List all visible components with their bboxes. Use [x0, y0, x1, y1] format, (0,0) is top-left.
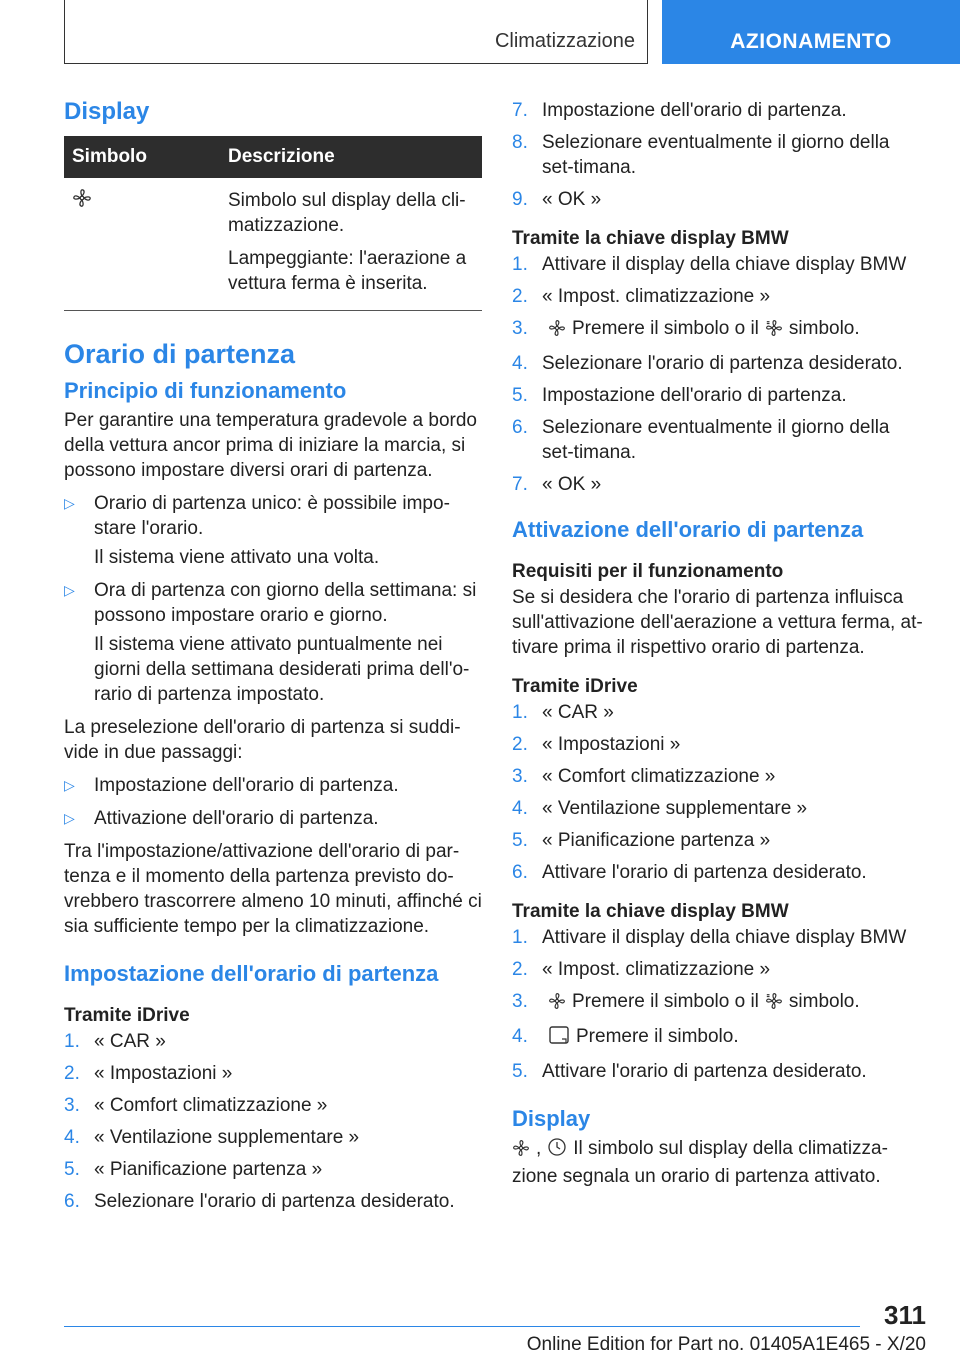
step-number: 2.	[512, 959, 528, 980]
step-number: 2.	[512, 734, 528, 755]
step-number: 4.	[512, 798, 528, 819]
list-item	[512, 957, 926, 982]
list-item	[512, 187, 926, 212]
bullet-text: Impostazione dell'orario di partenza.	[94, 775, 399, 796]
list-item	[512, 316, 926, 344]
table-header-description: Descrizione	[220, 136, 482, 178]
list-item	[64, 806, 482, 831]
list-item	[512, 989, 926, 1017]
step-text: « Pianificazione partenza »	[542, 830, 771, 851]
right-column	[512, 98, 926, 1197]
step-text: « Ventilazione supplementare »	[542, 798, 808, 819]
step-number: 1.	[512, 254, 528, 275]
list-item	[64, 1189, 482, 1214]
list-item	[512, 732, 926, 757]
step-text: « Comfort climatizzazione »	[542, 766, 776, 787]
step-text: « Comfort climatizzazione »	[94, 1095, 328, 1116]
step-number: 1.	[64, 1031, 80, 1052]
table-row	[64, 178, 482, 311]
step-text: « Impost. climatizzazione »	[542, 286, 771, 307]
principio-heading: Principio di funzionamento	[64, 378, 347, 403]
step-text: Attivare l'orario di partenza desiderato.	[542, 862, 867, 883]
step-number: 6.	[64, 1191, 80, 1212]
key-steps-2	[512, 925, 926, 1084]
display-text	[512, 1136, 926, 1189]
step-number: 3.	[64, 1095, 80, 1116]
step-text: simbolo.	[788, 318, 860, 339]
orario-heading: Orario di partenza	[64, 339, 296, 369]
step-text: Selezionare l'orario di partenza desiderato.	[542, 353, 903, 374]
step-number: 5.	[64, 1159, 80, 1180]
steps-bullet-list	[64, 773, 482, 831]
step-text: Attivare il display della chiave display BMW	[542, 927, 907, 948]
step-number: 1.	[512, 927, 528, 948]
list-item	[512, 472, 926, 497]
fan-auto-icon	[765, 319, 783, 344]
key-steps-1	[512, 252, 926, 497]
checkbox-icon	[548, 1025, 570, 1052]
footer-divider	[64, 1326, 860, 1327]
chapter-title: Climatizzazione	[494, 30, 635, 52]
idrive-heading: Tramite iDrive	[64, 1005, 190, 1026]
step-number: 4.	[512, 1026, 528, 1047]
continued-steps	[512, 98, 926, 212]
requisiti-heading: Requisiti per il funzionamento	[512, 561, 784, 582]
impostazione-heading: Impostazione dell'orario di partenza	[64, 961, 439, 986]
step-text: « Ventilazione supplementare »	[94, 1127, 360, 1148]
step-number: 4.	[64, 1127, 80, 1148]
list-item	[512, 415, 926, 465]
step-text: Attivare il display della chiave display BMW	[542, 254, 907, 275]
step-text: simbolo.	[788, 991, 860, 1012]
triangle-bullet-icon: ▷	[64, 810, 75, 826]
list-item	[64, 578, 482, 707]
step-number: 6.	[512, 862, 528, 883]
attivazione-heading: Attivazione dell'orario di partenza	[512, 517, 864, 542]
fan-icon	[548, 319, 566, 344]
fan-icon	[64, 178, 220, 311]
list-item	[512, 828, 926, 853]
header-section-box	[662, 0, 960, 64]
requisiti-text: Se si desidera che l'orario di partenza influisca sull'attivazione dell'aerazione a vettura ferma, at-tivare prima il rispettivo orario di partenza.	[512, 587, 923, 658]
step-text: « OK »	[542, 189, 602, 210]
step-number: 3.	[512, 991, 528, 1012]
footer-edition: Online Edition for Part no. 01405A1E465 - X/20	[526, 1334, 926, 1355]
step-text: Selezionare l'orario di partenza desiderato.	[94, 1191, 455, 1212]
triangle-bullet-icon: ▷	[64, 495, 75, 511]
step-text: Premere il simbolo.	[576, 1026, 739, 1047]
step-text: « Impostazioni »	[94, 1063, 233, 1084]
list-item	[512, 860, 926, 885]
separator-text: ,	[536, 1138, 542, 1159]
page-number: 311	[884, 1300, 926, 1330]
fan-icon	[512, 1139, 530, 1164]
table-header-symbol: Simbolo	[64, 136, 220, 178]
bullet-list	[64, 491, 482, 707]
list-item	[64, 1061, 482, 1086]
step-text: Selezionare eventualmente il giorno della set-timana.	[542, 132, 890, 178]
symbol-table	[64, 136, 482, 311]
bullet-subtext: Il sistema viene attivato puntualmente nei giorni della settimana desiderati prima dell'o-rario di partenza impostato.	[94, 634, 470, 705]
step-number: 2.	[64, 1063, 80, 1084]
step-number: 1.	[512, 702, 528, 723]
list-item	[512, 1059, 926, 1084]
step-text: Premere il simbolo o il	[572, 991, 759, 1012]
key-heading-1: Tramite la chiave display BMW	[512, 228, 789, 249]
step-number: 8.	[512, 132, 528, 153]
step-number: 4.	[512, 353, 528, 374]
table-desc-2: Lampeggiante: l'aerazione a vettura ferma è inserita.	[228, 248, 467, 294]
table-desc-1: Simbolo sul display della cli-matizzazione.	[228, 190, 466, 236]
list-item	[512, 383, 926, 408]
triangle-bullet-icon: ▷	[64, 777, 75, 793]
step-text: Selezionare eventualmente il giorno della set-timana.	[542, 417, 890, 463]
list-item	[512, 700, 926, 725]
display-heading-right: Display	[512, 1106, 591, 1131]
step-number: 3.	[512, 318, 528, 339]
principio-text: Per garantire una temperatura gradevole a bordo della vettura ancor prima di iniziare la marcia, si possono impostare diversi orari di partenza.	[64, 410, 477, 481]
list-item	[64, 491, 482, 570]
preselezione-text: La preselezione dell'orario di partenza si suddi-vide in due passaggi:	[64, 717, 461, 763]
step-number: 7.	[512, 474, 528, 495]
fan-auto-icon	[765, 992, 783, 1017]
fan-icon	[548, 992, 566, 1017]
list-item	[512, 796, 926, 821]
list-item	[64, 1157, 482, 1182]
list-item	[64, 1093, 482, 1118]
step-text: Impostazione dell'orario di partenza.	[542, 100, 847, 121]
step-number: 3.	[512, 766, 528, 787]
triangle-bullet-icon: ▷	[64, 582, 75, 598]
step-number: 7.	[512, 100, 528, 121]
step-text: « Impost. climatizzazione »	[542, 959, 771, 980]
step-text: Premere il simbolo o il	[572, 318, 759, 339]
display-description: Il simbolo sul display della climatizza-zione segnala un orario di partenza attivato.	[512, 1138, 888, 1187]
bullet-text: Attivazione dell'orario di partenza.	[94, 808, 379, 829]
clock-icon	[547, 1137, 567, 1164]
left-column	[64, 98, 482, 1222]
step-text: Impostazione dell'orario di partenza.	[542, 385, 847, 406]
step-text: Attivare l'orario di partenza desiderato.	[542, 1061, 867, 1082]
step-number: 9.	[512, 189, 528, 210]
list-item	[64, 1029, 482, 1054]
step-number: 5.	[512, 385, 528, 406]
list-item	[512, 925, 926, 950]
step-number: 2.	[512, 286, 528, 307]
display-heading: Display	[64, 98, 150, 125]
key-heading-2: Tramite la chiave display BMW	[512, 901, 789, 922]
idrive-steps	[64, 1029, 482, 1214]
bullet-text: Orario di partenza unico: è possibile impo-stare l'orario.	[94, 493, 450, 539]
list-item	[512, 1024, 926, 1052]
section-title: AZIONAMENTO	[730, 30, 892, 53]
list-item	[512, 284, 926, 309]
list-item	[512, 98, 926, 123]
step-number: 5.	[512, 830, 528, 851]
tra-text: Tra l'impostazione/attivazione dell'orario di par-tenza e il momento della partenza previsto do-vrebbero trascorrere almeno 10 minuti, affinché ci sia sufficiente tempo per la climatizzazione.	[64, 841, 482, 937]
list-item	[512, 351, 926, 376]
list-item	[64, 773, 482, 798]
step-text: « Impostazioni »	[542, 734, 681, 755]
bullet-text: Ora di partenza con giorno della settimana: si possono impostare orario e giorno.	[94, 580, 477, 626]
bullet-subtext: Il sistema viene attivato una volta.	[94, 547, 380, 568]
step-number: 5.	[512, 1061, 528, 1082]
step-text: « CAR »	[94, 1031, 166, 1052]
header-chapter-box	[64, 0, 648, 64]
list-item	[512, 252, 926, 277]
step-text: « Pianificazione partenza »	[94, 1159, 323, 1180]
list-item	[64, 1125, 482, 1150]
list-item	[512, 764, 926, 789]
step-text: « CAR »	[542, 702, 614, 723]
step-number: 6.	[512, 417, 528, 438]
step-text: « OK »	[542, 474, 602, 495]
list-item	[512, 130, 926, 180]
idrive-steps-right	[512, 700, 926, 885]
idrive-heading-right: Tramite iDrive	[512, 676, 638, 697]
